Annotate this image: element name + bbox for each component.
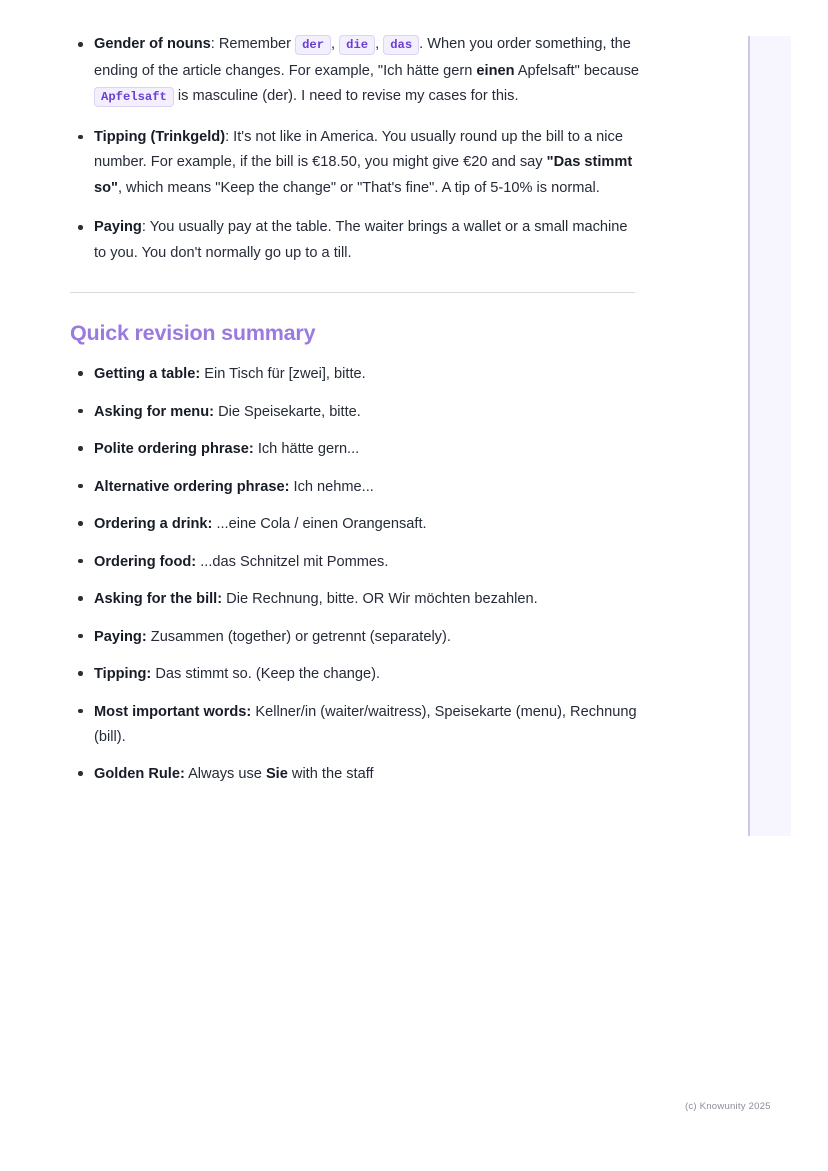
- summary-value: Zusammen (together) or getrennt (separately).: [150, 628, 451, 645]
- summary-label: Ordering a drink:: [94, 516, 213, 532]
- section-title: Quick revision summary: [70, 321, 316, 345]
- summary-label: Paying:: [94, 628, 147, 645]
- list-item: [70, 475, 640, 500]
- note-body: : You usually pay at the table. The waiter brings a wallet or a small machine to you. You don't normally go up to a till.: [94, 219, 628, 261]
- list-item: [70, 662, 640, 687]
- emphasis-text: einen: [476, 62, 515, 79]
- summary-label: Golden Rule:: [94, 766, 185, 782]
- summary-label: Most important words:: [94, 703, 252, 720]
- list-item: [70, 762, 640, 787]
- summary-label: Alternative ordering phrase:: [94, 478, 290, 495]
- inline-code: die: [339, 35, 375, 55]
- copyright-footer: (c) Knowunity 2025: [685, 1101, 771, 1112]
- summary-value: Die Speisekarte, bitte.: [218, 403, 361, 420]
- list-item: [70, 587, 640, 612]
- summary-label: Polite ordering phrase:: [94, 441, 254, 457]
- inline-code: der: [295, 35, 331, 55]
- summary-value: Das stimmt so. (Keep the change).: [155, 666, 381, 682]
- summary-label: Asking for the bill:: [94, 591, 223, 607]
- list-item: [70, 512, 640, 537]
- inline-code: das: [383, 35, 419, 55]
- summary-label: Getting a table:: [94, 366, 201, 382]
- note-term: Tipping (Trinkgeld): [94, 128, 226, 145]
- summary-label: Tipping:: [94, 666, 152, 682]
- list-item: [70, 215, 640, 266]
- list-item: [70, 700, 640, 750]
- note-term: Gender of nouns: [94, 36, 211, 52]
- list-item: [70, 32, 640, 111]
- summary-list: [70, 362, 640, 787]
- page-side-accent-panel: [748, 36, 791, 836]
- document-content: [70, 32, 640, 800]
- list-item: [70, 362, 640, 387]
- list-item: [70, 400, 640, 425]
- list-item: [70, 437, 640, 462]
- list-item: [70, 125, 640, 202]
- list-item: [70, 550, 640, 575]
- note-body: : It's not like in America. You usually round up the bill to a nice number. For example, if the bill is €18.50, you might give €20 and say "Das stimmt so", which means "Keep the change" or "That's fine". A tip of 5-10% is normal.: [94, 128, 633, 196]
- summary-value: ...eine Cola / einen Orangensaft.: [216, 516, 427, 532]
- note-term: Paying: [94, 219, 142, 235]
- summary-value: Die Rechnung, bitte. OR Wir möchten bezahlen.: [226, 591, 538, 607]
- summary-value: Kellner/in (waiter/waitress), Speisekarte (menu), Rechnung (bill).: [94, 703, 637, 745]
- summary-value: Ich hätte gern...: [257, 441, 360, 457]
- inline-code: Apfelsaft: [94, 87, 174, 107]
- summary-value: Ich nehme...: [293, 478, 374, 495]
- notes-list: [70, 32, 640, 266]
- summary-value: Ein Tisch für [zwei], bitte.: [204, 366, 366, 382]
- summary-value: Always use Sie with the staff: [188, 766, 374, 782]
- summary-label: Ordering food:: [94, 553, 197, 570]
- list-item: [70, 625, 640, 650]
- emphasis-text: Sie: [265, 766, 288, 782]
- section-divider: [70, 292, 635, 293]
- note-body: : Remember der , die , das . When you order something, the ending of the article changes. For example, "Ich hätte gern einen Apfelsaft" because Apfelsaft is masculine (der). I need to revise my cases for this.: [94, 36, 639, 104]
- summary-label: Asking for menu:: [94, 403, 214, 420]
- summary-value: ...das Schnitzel mit Pommes.: [200, 553, 389, 570]
- emphasis-text: "Das stimmt so": [94, 154, 633, 196]
